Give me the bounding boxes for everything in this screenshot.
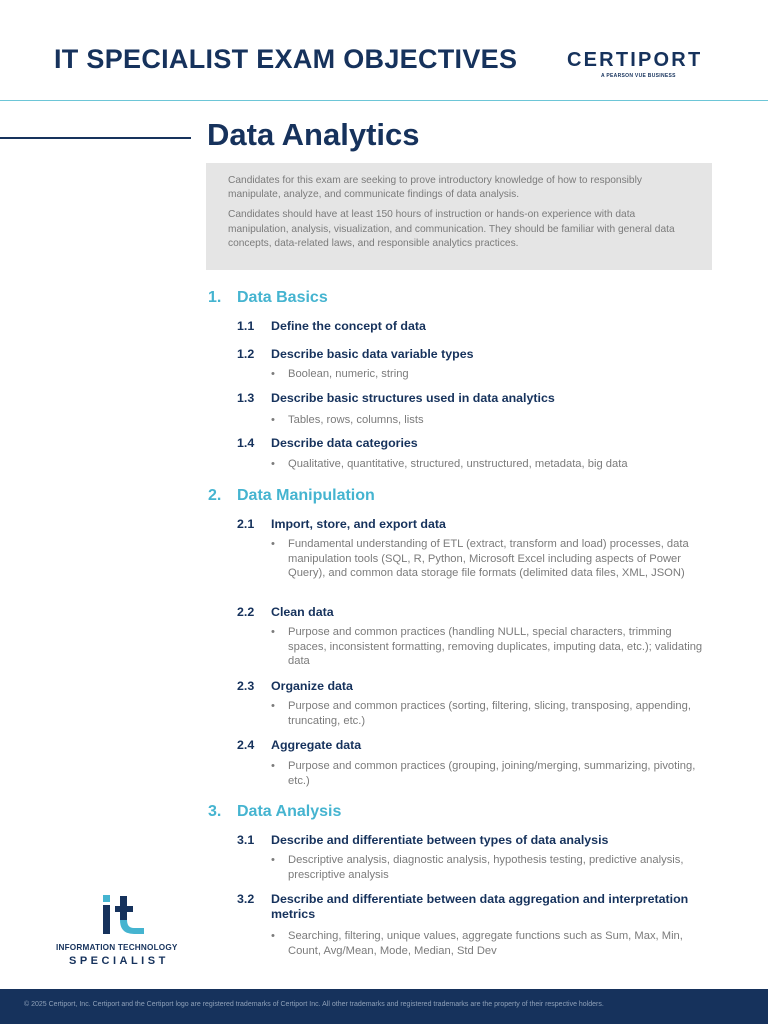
objective-text: Organize data — [271, 679, 353, 693]
header-divider — [0, 100, 768, 101]
bullet-text: Purpose and common practices (sorting, filtering, slicing, transposing, appending, truncating, etc.) — [288, 700, 691, 727]
bullet-dot: • — [271, 930, 275, 942]
objective-number: 1.3 — [237, 391, 255, 405]
bullet-dot: • — [271, 368, 275, 380]
objective-bullet — [271, 413, 707, 428]
objective-bullet — [271, 699, 707, 728]
bullet-dot: • — [271, 538, 275, 550]
footer-copyright: © 2025 Certiport, Inc. Certiport and the Certiport logo are registered trademarks of Certiport Inc. All other trademarks and registered trademarks are the property of their respective holders. — [24, 1001, 604, 1008]
bullet-text: Qualitative, quantitative, structured, unstructured, metadata, big data — [288, 458, 628, 470]
section-title — [208, 803, 341, 821]
bullet-dot: • — [271, 458, 275, 470]
objective-number: 2.4 — [237, 738, 255, 752]
bullet-dot: • — [271, 760, 275, 772]
objective-item — [237, 605, 707, 620]
it-logo-line1: INFORMATION TECHNOLOGY — [56, 943, 178, 952]
bullet-dot: • — [271, 414, 275, 426]
objective-number: 1.1 — [237, 319, 255, 333]
certiport-wordmark: CERTIPORT — [567, 49, 703, 71]
section-number: 1. — [208, 289, 222, 306]
header-title: IT SPECIALIST EXAM OBJECTIVES — [54, 44, 518, 74]
objective-bullet — [271, 537, 707, 581]
certiport-tagline: A PEARSON VUE BUSINESS — [601, 73, 676, 79]
objective-number: 2.2 — [237, 605, 255, 619]
it-mark-icon — [56, 893, 196, 939]
objective-text: Describe data categories — [271, 436, 418, 450]
bullet-text: Tables, rows, columns, lists — [288, 414, 424, 426]
section-number: 2. — [208, 487, 222, 504]
intro-paragraph-1: Candidates for this exam are seeking to prove introductory knowledge of how to responsibly manipulate, analyze, and communicate findings of data analysis. — [228, 175, 642, 201]
page-footer — [0, 989, 768, 1024]
objective-text: Define the concept of data — [271, 319, 426, 333]
it-specialist-logo — [56, 893, 196, 971]
objective-text: Describe basic structures used in data analytics — [271, 391, 555, 405]
objective-item — [237, 319, 707, 334]
document-title: Data Analytics — [207, 117, 420, 152]
it-logo-line2: SPECIALIST — [69, 955, 169, 967]
objective-item — [237, 347, 707, 362]
bullet-dot: • — [271, 700, 275, 712]
objective-item — [237, 738, 707, 753]
objective-bullet — [271, 929, 707, 958]
section-label: Data Manipulation — [237, 487, 375, 504]
objective-item — [237, 892, 707, 922]
objective-bullet — [271, 625, 707, 669]
section-title — [208, 487, 375, 505]
certiport-logo — [567, 49, 717, 83]
bullet-dot: • — [271, 626, 275, 638]
objective-item — [237, 517, 707, 532]
objective-number: 1.2 — [237, 347, 255, 361]
title-accent-rule — [0, 137, 191, 139]
bullet-text: Searching, filtering, unique values, aggregate functions such as Sum, Max, Min, Count, Avg/Mean, Mode, Median, Std Dev — [288, 930, 683, 957]
objective-number: 3.1 — [237, 833, 255, 847]
objective-text: Describe basic data variable types — [271, 347, 474, 361]
objective-bullet — [271, 457, 707, 472]
objective-number: 1.4 — [237, 436, 255, 450]
bullet-text: Descriptive analysis, diagnostic analysis, hypothesis testing, predictive analysis, prescriptive analysis — [288, 854, 684, 881]
bullet-text: Fundamental understanding of ETL (extract, transform and load) processes, data manipulation tools (SQL, R, Python, Microsoft Excel including aspects of Power Query), and common data storage file formats (delimited data files, XML, JSON) — [288, 538, 689, 579]
bullet-text: Purpose and common practices (grouping, joining/merging, summarizing, pivoting, etc.) — [288, 760, 696, 787]
objective-number: 2.3 — [237, 679, 255, 693]
intro-box — [206, 163, 712, 270]
objective-text: Aggregate data — [271, 738, 362, 752]
bullet-dot: • — [271, 854, 275, 866]
objective-item — [237, 436, 707, 451]
objective-bullet — [271, 367, 707, 382]
section-title — [208, 289, 328, 307]
intro-paragraph-2: Candidates should have at least 150 hours of instruction or hands-on experience with data manipulation, analysis, visualization, and communication. They should be familiar with general data concepts, data-related laws, and responsible analytics practices. — [228, 209, 675, 249]
bullet-text: Purpose and common practices (handling NULL, special characters, trimming spaces, inconsistent formatting, removing duplicates, imputing data, etc.); validating data — [288, 626, 703, 667]
section-label: Data Analysis — [237, 803, 342, 820]
objective-text: Describe and differentiate between data aggregation and interpretation metrics — [271, 892, 689, 921]
objective-text: Clean data — [271, 605, 334, 619]
objective-bullet — [271, 759, 707, 788]
section-number: 3. — [208, 803, 222, 820]
objective-item — [237, 679, 707, 694]
objective-number: 2.1 — [237, 517, 255, 531]
objective-number: 3.2 — [237, 892, 255, 906]
objective-item — [237, 833, 707, 848]
bullet-text: Boolean, numeric, string — [288, 368, 409, 380]
objective-item — [237, 391, 707, 406]
section-label: Data Basics — [237, 289, 328, 306]
objective-text: Import, store, and export data — [271, 517, 446, 531]
objective-bullet — [271, 853, 707, 882]
objective-text: Describe and differentiate between types of data analysis — [271, 833, 609, 847]
